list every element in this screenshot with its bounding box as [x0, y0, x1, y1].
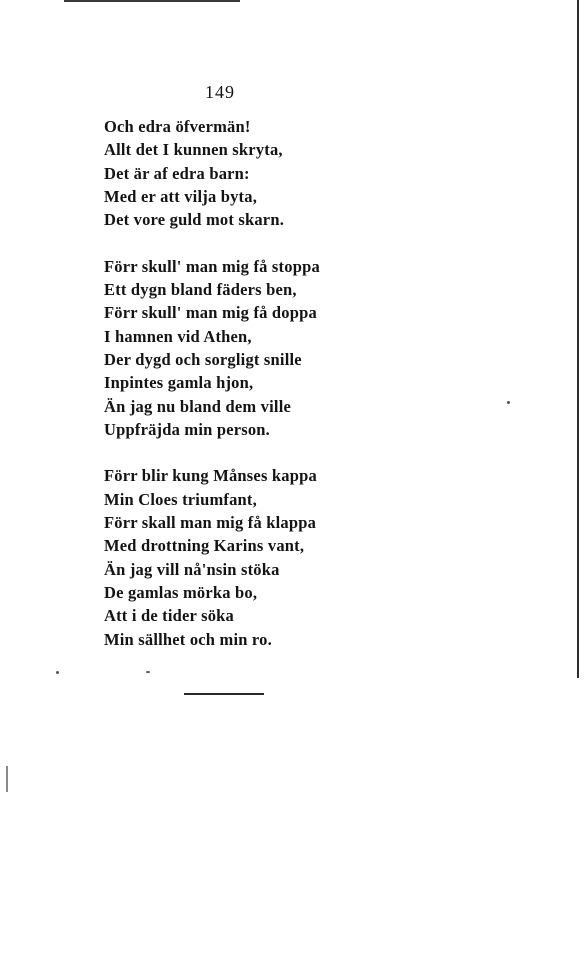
poem-line: Det är af edra barn:	[104, 163, 250, 183]
page-number: 149	[205, 82, 235, 102]
poem-line: I hamnen vid Athen,	[104, 326, 252, 346]
poem-line: Att i de tider söka	[104, 606, 234, 626]
poem-line: Min sällhet och min ro.	[104, 629, 272, 649]
end-rule	[184, 693, 264, 695]
poem-line: Med er att vilja byta,	[104, 186, 258, 206]
poem-line: Uppfräjda min person.	[104, 419, 271, 439]
poem-line: Allt det I kunnen skryta,	[104, 140, 283, 160]
poem-line: Förr blir kung Månses kappa	[104, 466, 317, 486]
stanza-3	[104, 464, 320, 650]
page-edge-line	[577, 0, 579, 678]
poem-line: Och edra öfvermän!	[104, 117, 251, 136]
ink-speck	[56, 671, 59, 674]
poem-line: Der dygd och sorgligt snille	[104, 349, 302, 369]
poem-line: Inpintes gamla hjon,	[104, 373, 254, 393]
poem-line: Än jag vill nå'nsin stöka	[104, 559, 280, 579]
top-rule	[64, 0, 240, 2]
margin-mark	[6, 766, 8, 792]
ink-speck	[507, 401, 510, 404]
poem-line: Ett dygn bland fäders ben,	[104, 280, 297, 300]
poem-line: Förr skull' man mig få stoppa	[104, 256, 320, 276]
poem-line: Förr skull' man mig få doppa	[104, 303, 317, 323]
stanza-1	[104, 115, 320, 231]
poem-line: Det vore guld mot skarn.	[104, 210, 285, 230]
ink-speck	[146, 671, 150, 673]
poem-line: Min Cloes triumfant,	[104, 489, 257, 509]
poem-line: Än jag nu bland dem ville	[104, 396, 291, 416]
poem	[104, 115, 320, 674]
stanza-2	[104, 255, 320, 441]
poem-line: De gamlas mörka bo,	[104, 582, 258, 602]
poem-line: Med drottning Karins vant,	[104, 536, 305, 556]
poem-line: Förr skall man mig få klappa	[104, 513, 317, 533]
